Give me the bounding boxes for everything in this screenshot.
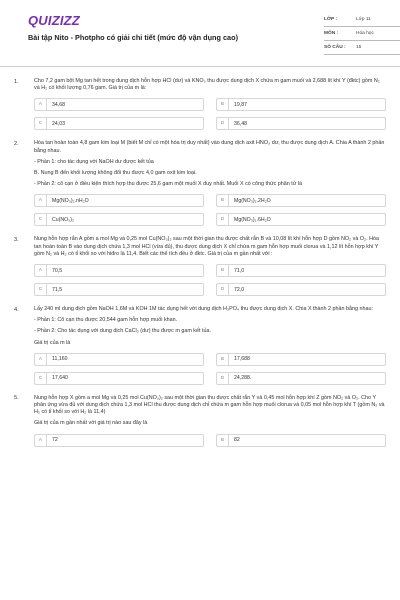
- question-paragraph: - Phần 1: Cô cạn thu được 20,544 gam hỗn hợp muối khan.: [34, 317, 178, 324]
- question-text: [34, 140, 386, 188]
- option-text: 72,0: [234, 286, 245, 293]
- option-text: 82: [234, 437, 240, 444]
- question-paragraph: B. Nung B đến khối lượng không đổi thu được 4,0 gam oxit kim loại.: [34, 170, 197, 177]
- option-text: 34,68: [52, 101, 65, 108]
- option-letter: B: [217, 354, 229, 365]
- option-letter: C: [35, 214, 47, 225]
- answer-option[interactable]: [216, 434, 386, 447]
- option-text: 24,03: [52, 120, 65, 127]
- option-letter: B: [217, 265, 229, 276]
- meta-value: Lớp 11: [356, 17, 371, 22]
- option-text: 72: [52, 437, 58, 444]
- option-letter: B: [217, 195, 229, 206]
- option-text: 19,87: [234, 101, 247, 108]
- quizizz-logo: QUIZIZZ: [28, 13, 80, 28]
- option-letter: D: [217, 214, 229, 225]
- option-text: Mg(NO₃)₂.6H₂O: [234, 216, 271, 223]
- option-text: Cu(NO₃)₂: [52, 216, 74, 223]
- answer-option[interactable]: [34, 98, 204, 111]
- question-paragraph: - Phần 2: cô cạn ở điều kiện thích hợp thu được 25,6 gam một muối X duy nhất. Muối X có công thức phân tử là: [34, 181, 303, 188]
- option-text: 11,160: [52, 356, 68, 363]
- question-text: [34, 306, 386, 347]
- option-text: 70,5: [52, 267, 63, 274]
- question-number: 1.: [14, 78, 19, 85]
- worksheet-title: Bài tập Nito - Photpho có giải chi tiết (mức độ vận dụng cao): [28, 33, 239, 42]
- question-body: [34, 140, 386, 226]
- header-divider: [0, 66, 400, 67]
- option-text: 36,48: [234, 120, 247, 127]
- meta-value: 15: [356, 45, 362, 50]
- question-paragraph: Giá trị của m là: [34, 339, 71, 346]
- option-text: Mg(NO₃)₂.2H₂O: [234, 197, 271, 204]
- option-letter: B: [217, 99, 229, 110]
- question-number: 4.: [14, 306, 19, 313]
- answer-option[interactable]: [34, 434, 204, 447]
- answer-option[interactable]: [34, 213, 204, 226]
- question-paragraph: Giá trị của m gần nhất với giá trị nào sau đây là: [34, 420, 148, 427]
- question-paragraph: Lấy 240 ml dung dịch gồm NaOH 1,6M và KOH 1M tác dụng hết với dung dịch H₃PO₄ thu được dung dịch X. Chia X thành 2 phần bằng nhau:: [34, 306, 374, 313]
- answer-options: [34, 264, 386, 296]
- meta-label: MÔN :: [324, 31, 339, 36]
- question-item: [14, 395, 386, 447]
- option-text: 24,288.: [234, 375, 252, 382]
- answer-options: [34, 194, 386, 226]
- option-letter: B: [217, 435, 229, 446]
- question-item: [14, 306, 386, 385]
- answer-options: [34, 434, 386, 447]
- option-letter: D: [217, 373, 229, 384]
- answer-option[interactable]: [34, 194, 204, 207]
- answer-option[interactable]: [34, 372, 204, 385]
- answer-option[interactable]: [216, 372, 386, 385]
- meta-value: Hóa học: [356, 31, 374, 36]
- question-paragraph: Hòa tan hoàn toàn 4,8 gam kim loại M (biết M chỉ có một hóa trị duy nhất) vào dung dịch axit HNO₃ dư, thu được dung dịch A. Chia A thành 2 phần bằng nhau.: [34, 140, 385, 154]
- option-letter: A: [35, 354, 47, 365]
- answer-option[interactable]: [216, 213, 386, 226]
- option-letter: D: [217, 284, 229, 295]
- question-body: [34, 236, 386, 296]
- option-letter: C: [35, 118, 47, 129]
- option-text: 17,688: [234, 356, 250, 363]
- question-paragraph: - Phần 1: cho tác dụng với NaOH dư được kết tủa: [34, 158, 154, 165]
- option-letter: A: [35, 435, 47, 446]
- answer-option[interactable]: [216, 353, 386, 366]
- answer-options: [34, 98, 386, 130]
- option-letter: A: [35, 265, 47, 276]
- answer-option[interactable]: [34, 283, 204, 296]
- option-text: 71,5: [52, 286, 63, 293]
- question-item: [14, 236, 386, 296]
- meta-row-subject: [324, 27, 400, 41]
- question-paragraph: - Phần 2: Cho tác dụng với dung dịch CaCl₂ (dư) thu được m gam kết tủa.: [34, 328, 211, 335]
- option-letter: C: [35, 284, 47, 295]
- header: [14, 0, 386, 66]
- question-number: 3.: [14, 236, 19, 243]
- option-letter: D: [217, 118, 229, 129]
- answer-option[interactable]: [216, 194, 386, 207]
- question-number: 2.: [14, 140, 19, 147]
- option-letter: A: [35, 99, 47, 110]
- answer-option[interactable]: [216, 283, 386, 296]
- option-text: 17,640: [52, 375, 68, 382]
- answer-option[interactable]: [34, 353, 204, 366]
- option-text: 71,0: [234, 267, 245, 274]
- question-list: [14, 78, 386, 457]
- question-number: 5.: [14, 395, 19, 402]
- answer-option[interactable]: [34, 264, 204, 277]
- answer-option[interactable]: [216, 117, 386, 130]
- question-item: [14, 78, 386, 130]
- answer-options: [34, 353, 386, 385]
- meta-label: LỚP :: [324, 17, 338, 22]
- question-item: [14, 140, 386, 226]
- question-text: [34, 236, 386, 258]
- meta-label: SỐ CÂU :: [324, 45, 346, 50]
- question-body: [34, 395, 386, 447]
- option-letter: C: [35, 373, 47, 384]
- option-text: Mg(NO₃)₂.nH₂O: [52, 197, 89, 204]
- answer-option[interactable]: [34, 117, 204, 130]
- question-paragraph: Nung hỗn hợp X gồm a mol Mg và 0,25 mol Cu(NO₃)₂ sau một thời gian thu được chất rắn Y và 0,45 mol hỗn hợp khí Z gồm NO₂ và O₂. Cho Y phản ứng vừa đủ với dung dịch chứa 1,3 mol HCl thu được dung dịch chỉ chứa m gam hỗn hợp muối clorua và 0,05 mol hỗn hợp khí T (gồm N₂ và H₂ có tỉ khối so với H₂ là 11,4): [34, 394, 385, 416]
- question-paragraph: Cho 7,2 gam bột Mg tan hết trong dung dịch hỗn hợp HCl (dư) và KNO₃ thu được dung dịch X chứa m gam muối và 2,688 lít khí Y (đktc) gồm N₂ và H₂ có khối lượng 0,76 gam. Giá trị của m là:: [34, 78, 380, 92]
- meta-row-count: [324, 41, 400, 55]
- meta-info: [324, 13, 400, 55]
- question-paragraph: Nung hỗn hợp rắn A gồm a mol Mg và 0,25 mol Cu(NO₃)₂ sau một thời gian thu được chất rắn B và 10,08 lít khí hỗn hợp D gồm NO₂ và O₂. Hòa tan hoàn toàn B vào dung dịch chứa 1,3 mol HCl (vừa đủ), thu được dung dịch X chỉ chứa m gam hỗn hợp muối clorua và 1,12 lít hỗn hợp khí Y gồm N₂ và H₂ có tỉ khối so với hiđro là 11,4. Biết các thể tích đều ở đktc. Giá trị của m gần nhất với :: [34, 236, 380, 257]
- meta-row-class: [324, 13, 400, 27]
- question-body: [34, 78, 386, 130]
- option-letter: A: [35, 195, 47, 206]
- answer-option[interactable]: [216, 98, 386, 111]
- question-text: [34, 395, 386, 428]
- question-text: [34, 78, 386, 92]
- question-body: [34, 306, 386, 385]
- answer-option[interactable]: [216, 264, 386, 277]
